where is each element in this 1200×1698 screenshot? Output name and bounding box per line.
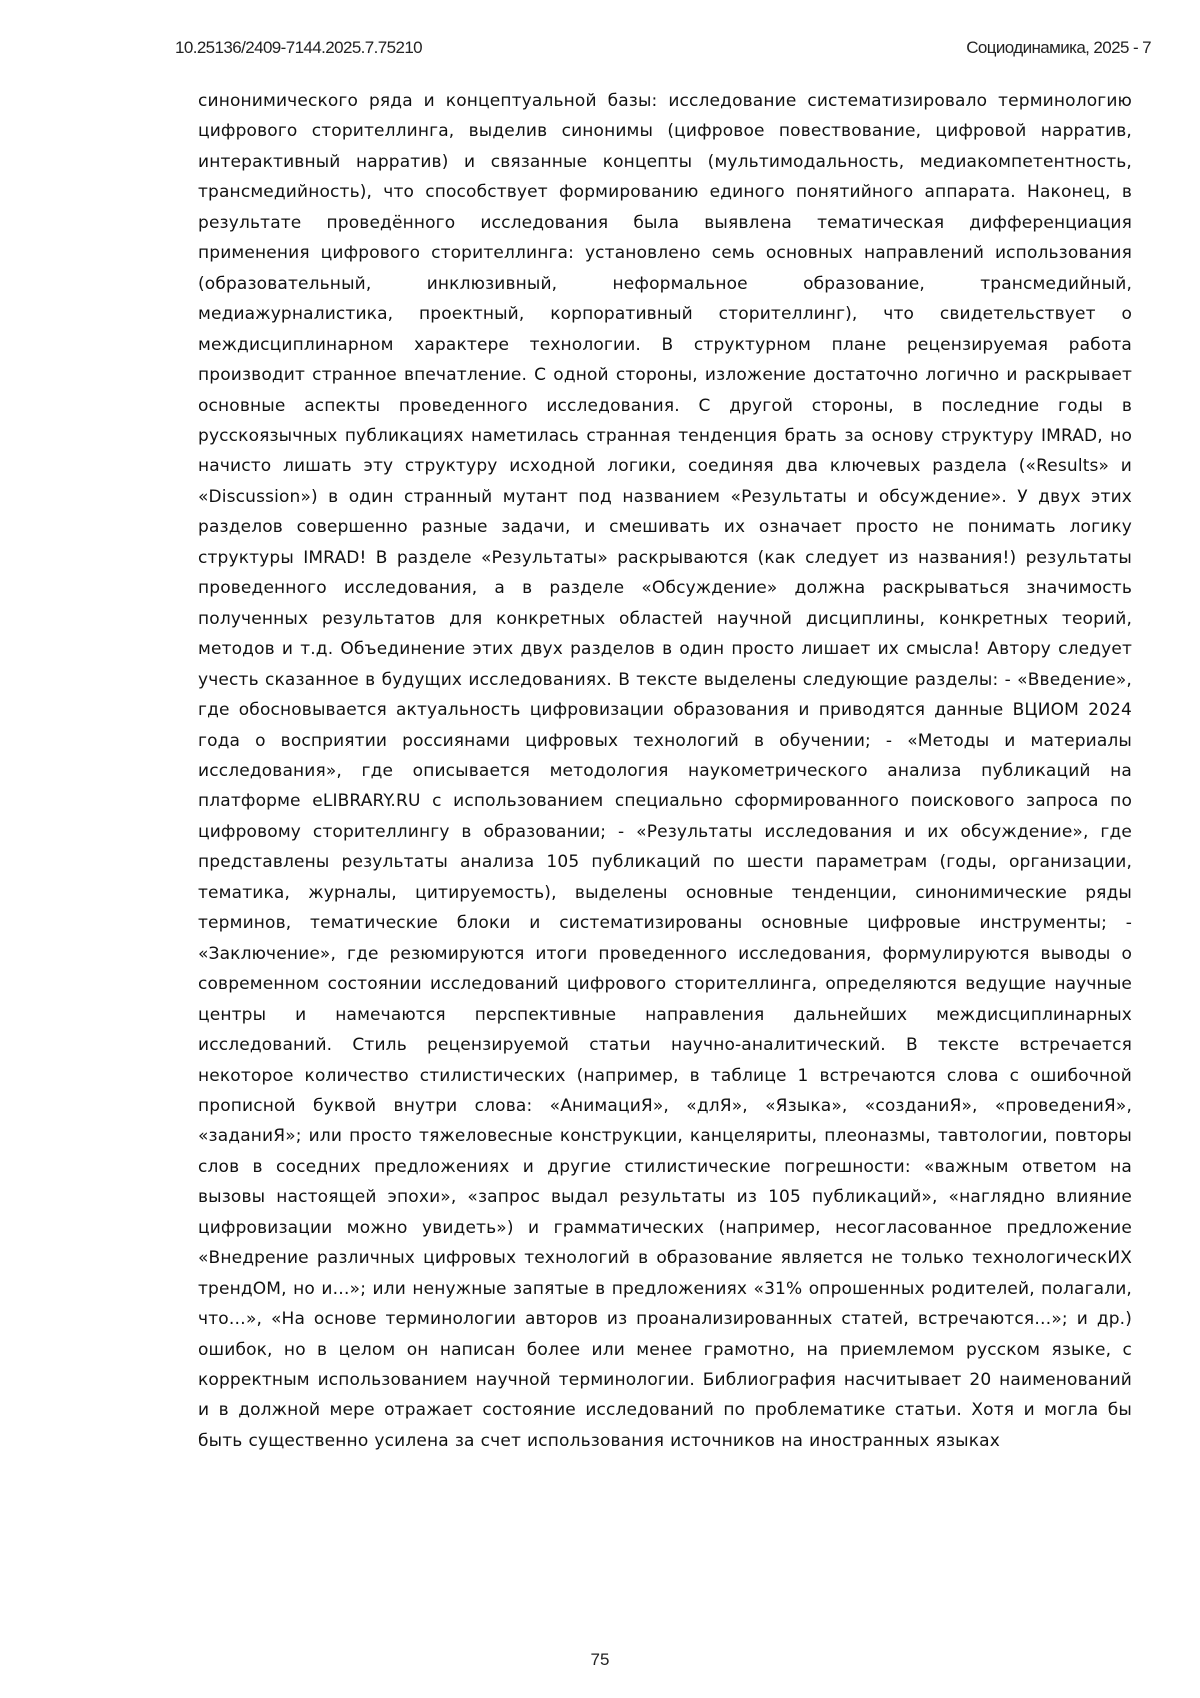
- page-header: [175, 38, 1151, 58]
- doi: 10.25136/2409-7144.2025.7.75210: [175, 38, 423, 57]
- journal-title: Социодинамика, 2025 - 7: [966, 38, 1151, 57]
- body-paragraph: синонимического ряда и концептуальной базы: исследование систематизировало терминологию цифрового сторителлинга, выделив синонимы (цифровое повествование, цифровой нарратив, интерактивный нарратив) и связанные концепты (мультимодальность, медиакомпетентность, трансмедийность), что способствует формированию единого понятийного аппарата. Наконец, в результате проведённого исследования была выявлена тематическая дифференциация применения цифрового сторителлинга: установлено семь основных направлений использования (образовательный, инклюзивный, неформальное образование, трансмедийный, медиажурналистика, проектный, корпоративный сторителлинг), что свидетельствует о междисциплинарном характере технологии. В структурном плане рецензируемая работа производит странное впечатление. С одной стороны, изложение достаточно логично и раскрывает основные аспекты проведенного исследования. С другой стороны, в последние годы в русскоязычных публикациях наметилась странная тенденция брать за основу структуру IMRAD, но начисто лишать эту структуру исходной логики, соединяя два ключевых раздела («Results» и «Discussion») в один странный мутант под названием «Результаты и обсуждение». У двух этих разделов совершенно разные задачи, и смешивать их означает просто не понимать логику структуры IMRAD! В разделе «Результаты» раскрываются (как следует из названия!) результаты проведенного исследования, а в разделе «Обсуждение» должна раскрываться значимость полученных результатов для конкретных областей научной дисциплины, конкретных теорий, методов и т.д. Объединение этих двух разделов в один просто лишает их смысла! Автору следует учесть сказанное в будущих исследованиях. В тексте выделены следующие разделы: - «Введение», где обосновывается актуальность цифровизации образования и приводятся данные ВЦИОМ 2024 года о восприятии россиянами цифровых технологий в обучении; - «Методы и материалы исследования», где описывается методология наукометрического анализа публикаций на платформе eLIBRARY.RU с использованием специально сформированного поискового запроса по цифровому сторителлингу в образовании; - «Результаты исследования и их обсуждение», где представлены результаты анализа 105 публикаций по шести параметрам (годы, организации, тематика, журналы, цитируемость), выделены основные тенденции, синонимические ряды терминов, тематические блоки и систематизированы основные цифровые инструменты; - «Заключение», где резюмируются итоги проведенного исследования, формулируются выводы о современном состоянии исследований цифрового сторителлинга, определяются ведущие научные центры и намечаются перспективные направления дальнейших междисциплинарных исследований. Стиль рецензируемой статьи научно-аналитический. В тексте встречается некоторое количество стилистических (например, в таблице 1 встречаются слова с ошибочной прописной буквой внутри слова: «АнимациЯ», «длЯ», «Языка», «созданиЯ», «проведениЯ», «заданиЯ»; или просто тяжеловесные конструкции, канцеляриты, плеоназмы, тавтологии, повторы слов в соседних предложениях и другие стилистические погрешности: «важным ответом на вызовы настоящей эпохи», «запрос выдал результаты из 105 публикаций», «наглядно влияние цифровизации можно увидеть») и грамматических (например, несогласованное предложение «Внедрение различных цифровых технологий в образование является не только технологическИХ трендОМ, но и…»; или ненужные запятые в предложениях «31% опрошенных родителей, полагали, что…», «На основе терминологии авторов из проанализированных статей, встречаются…»; и др.) ошибок, но в целом он написан более или менее грамотно, на приемлемом русском языке, с корректным использованием научной терминологии. Библиография насчитывает 20 наименований и в должной мере отражает состояние исследований по проблематике статьи. Хотя и могла бы быть существенно усилена за счет использования источников на иностранных языках: [198, 91, 1132, 1451]
- page-number: 75: [590, 1650, 610, 1669]
